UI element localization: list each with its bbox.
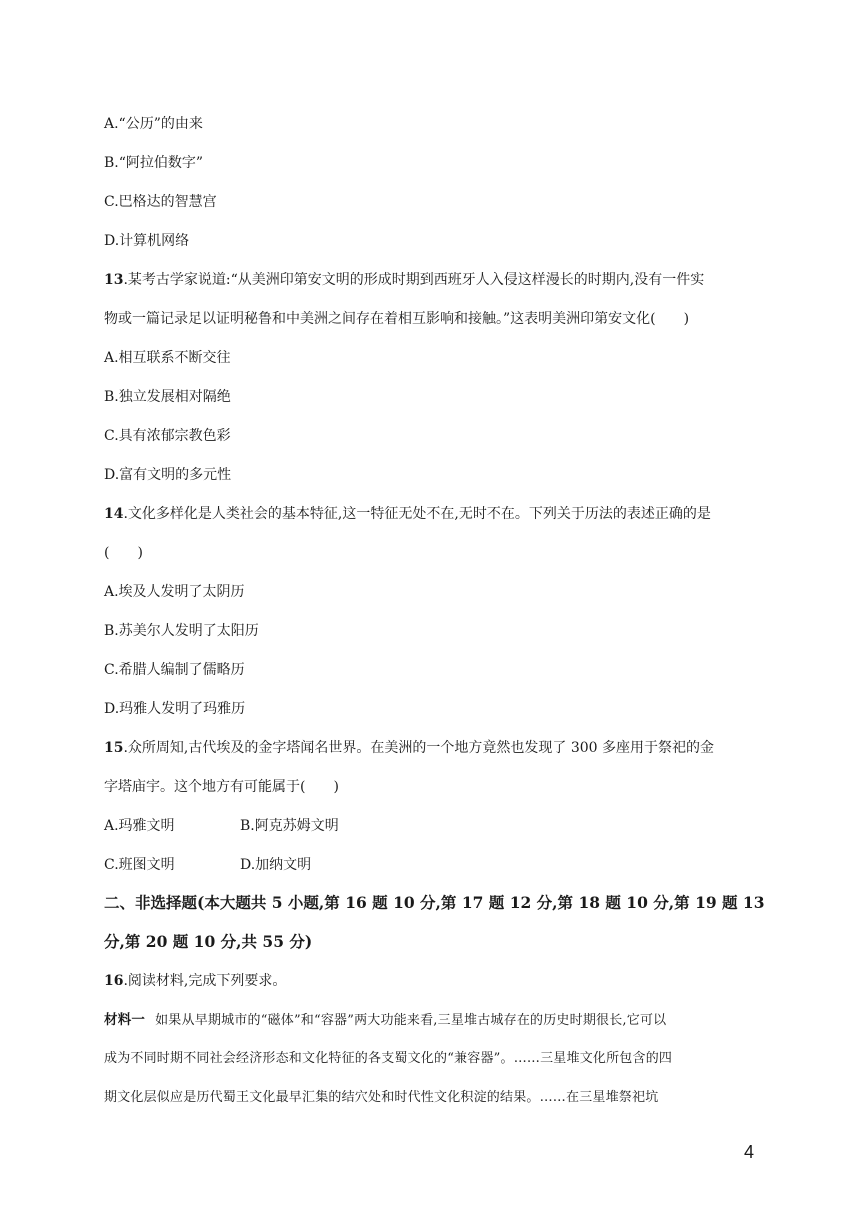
- material1-label: 材料一: [104, 1012, 146, 1028]
- q15-stem-text: .众所周知,古代埃及的金字塔闻名世界。在美洲的一个地方竟然也发现了 300 多座用于祭祀的金: [123, 740, 715, 756]
- q15-option-c: C.班图文明: [104, 857, 175, 873]
- q14-option-d: D.玛雅人发明了玛雅历: [104, 701, 246, 717]
- q13-option-c: C.具有浓郁宗教色彩: [104, 428, 231, 444]
- material1-line2: 成为不同时期不同社会经济形态和文化特征的各支蜀文化的“兼容器”。……三星堆文化所包含的四: [104, 1051, 673, 1066]
- q14-number: 14: [104, 506, 124, 522]
- section2-heading-line2: 分,第 20 题 10 分,共 55 分): [104, 932, 313, 951]
- q12-option-d: D.计算机网络: [104, 233, 190, 249]
- q15-options-row2: [104, 855, 312, 875]
- q15-number: 15: [104, 740, 124, 756]
- q15-option-b: B.阿克苏姆文明: [240, 818, 339, 834]
- q15-option-d: D.加纳文明: [240, 857, 312, 873]
- q14-stem-line2: ( ): [104, 545, 143, 561]
- q15-stem-line1: [104, 738, 714, 758]
- q13-stem-text: .某考古学家说道:“从美洲印第安文明的形成时期到西班牙人入侵这样漫长的时期内,没有一件实: [123, 272, 705, 288]
- q14-option-a: A.埃及人发明了太阴历: [104, 584, 245, 600]
- material1-line1: [104, 1010, 666, 1031]
- q13-stem-line2: 物或一篇记录足以证明秘鲁和中美洲之间存在着相互影响和接触。”这表明美洲印第安文化( ): [104, 311, 690, 327]
- q13-stem-line1: [104, 270, 704, 290]
- q16-stem-text: .阅读材料,完成下列要求。: [123, 973, 287, 989]
- q14-stem-line1: [104, 504, 711, 524]
- q15-options-row1: [104, 816, 339, 836]
- q15-stem-line2: 字塔庙宇。这个地方有可能属于( ): [104, 779, 339, 795]
- q12-option-b: B.“阿拉伯数字”: [104, 155, 204, 171]
- q13-option-a: A.相互联系不断交往: [104, 350, 231, 366]
- q16-stem: [104, 971, 286, 991]
- q12-option-a: A.“公历”的由来: [104, 116, 203, 132]
- q16-number: 16: [104, 973, 124, 989]
- material1-text-line1: 如果从早期城市的“磁体”和“容器”两大功能来看,三星堆古城存在的历史时期很长,它可以: [155, 1013, 667, 1028]
- q12-option-c: C.巴格达的智慧宫: [104, 194, 217, 210]
- q15-option-a: A.玛雅文明: [104, 818, 175, 834]
- material1-line3: 期文化层似应是历代蜀王文化最早汇集的结穴处和时代性文化积淀的结果。……在三星堆祭祀坑: [104, 1090, 659, 1105]
- q14-stem-text: .文化多样化是人类社会的基本特征,这一特征无处不在,无时不在。下列关于历法的表述正确的是: [123, 506, 711, 522]
- q13-number: 13: [104, 272, 124, 288]
- page-number: 4: [744, 1142, 755, 1162]
- section2-heading-line1: 二、非选择题(本大题共 5 小题,第 16 题 10 分,第 17 题 12 分,第 18 题 10 分,第 19 题 13: [104, 893, 765, 912]
- q14-option-c: C.希腊人编制了儒略历: [104, 662, 245, 678]
- q13-option-b: B.独立发展相对隔绝: [104, 389, 231, 405]
- q14-option-b: B.苏美尔人发明了太阳历: [104, 623, 259, 639]
- q13-option-d: D.富有文明的多元性: [104, 467, 232, 483]
